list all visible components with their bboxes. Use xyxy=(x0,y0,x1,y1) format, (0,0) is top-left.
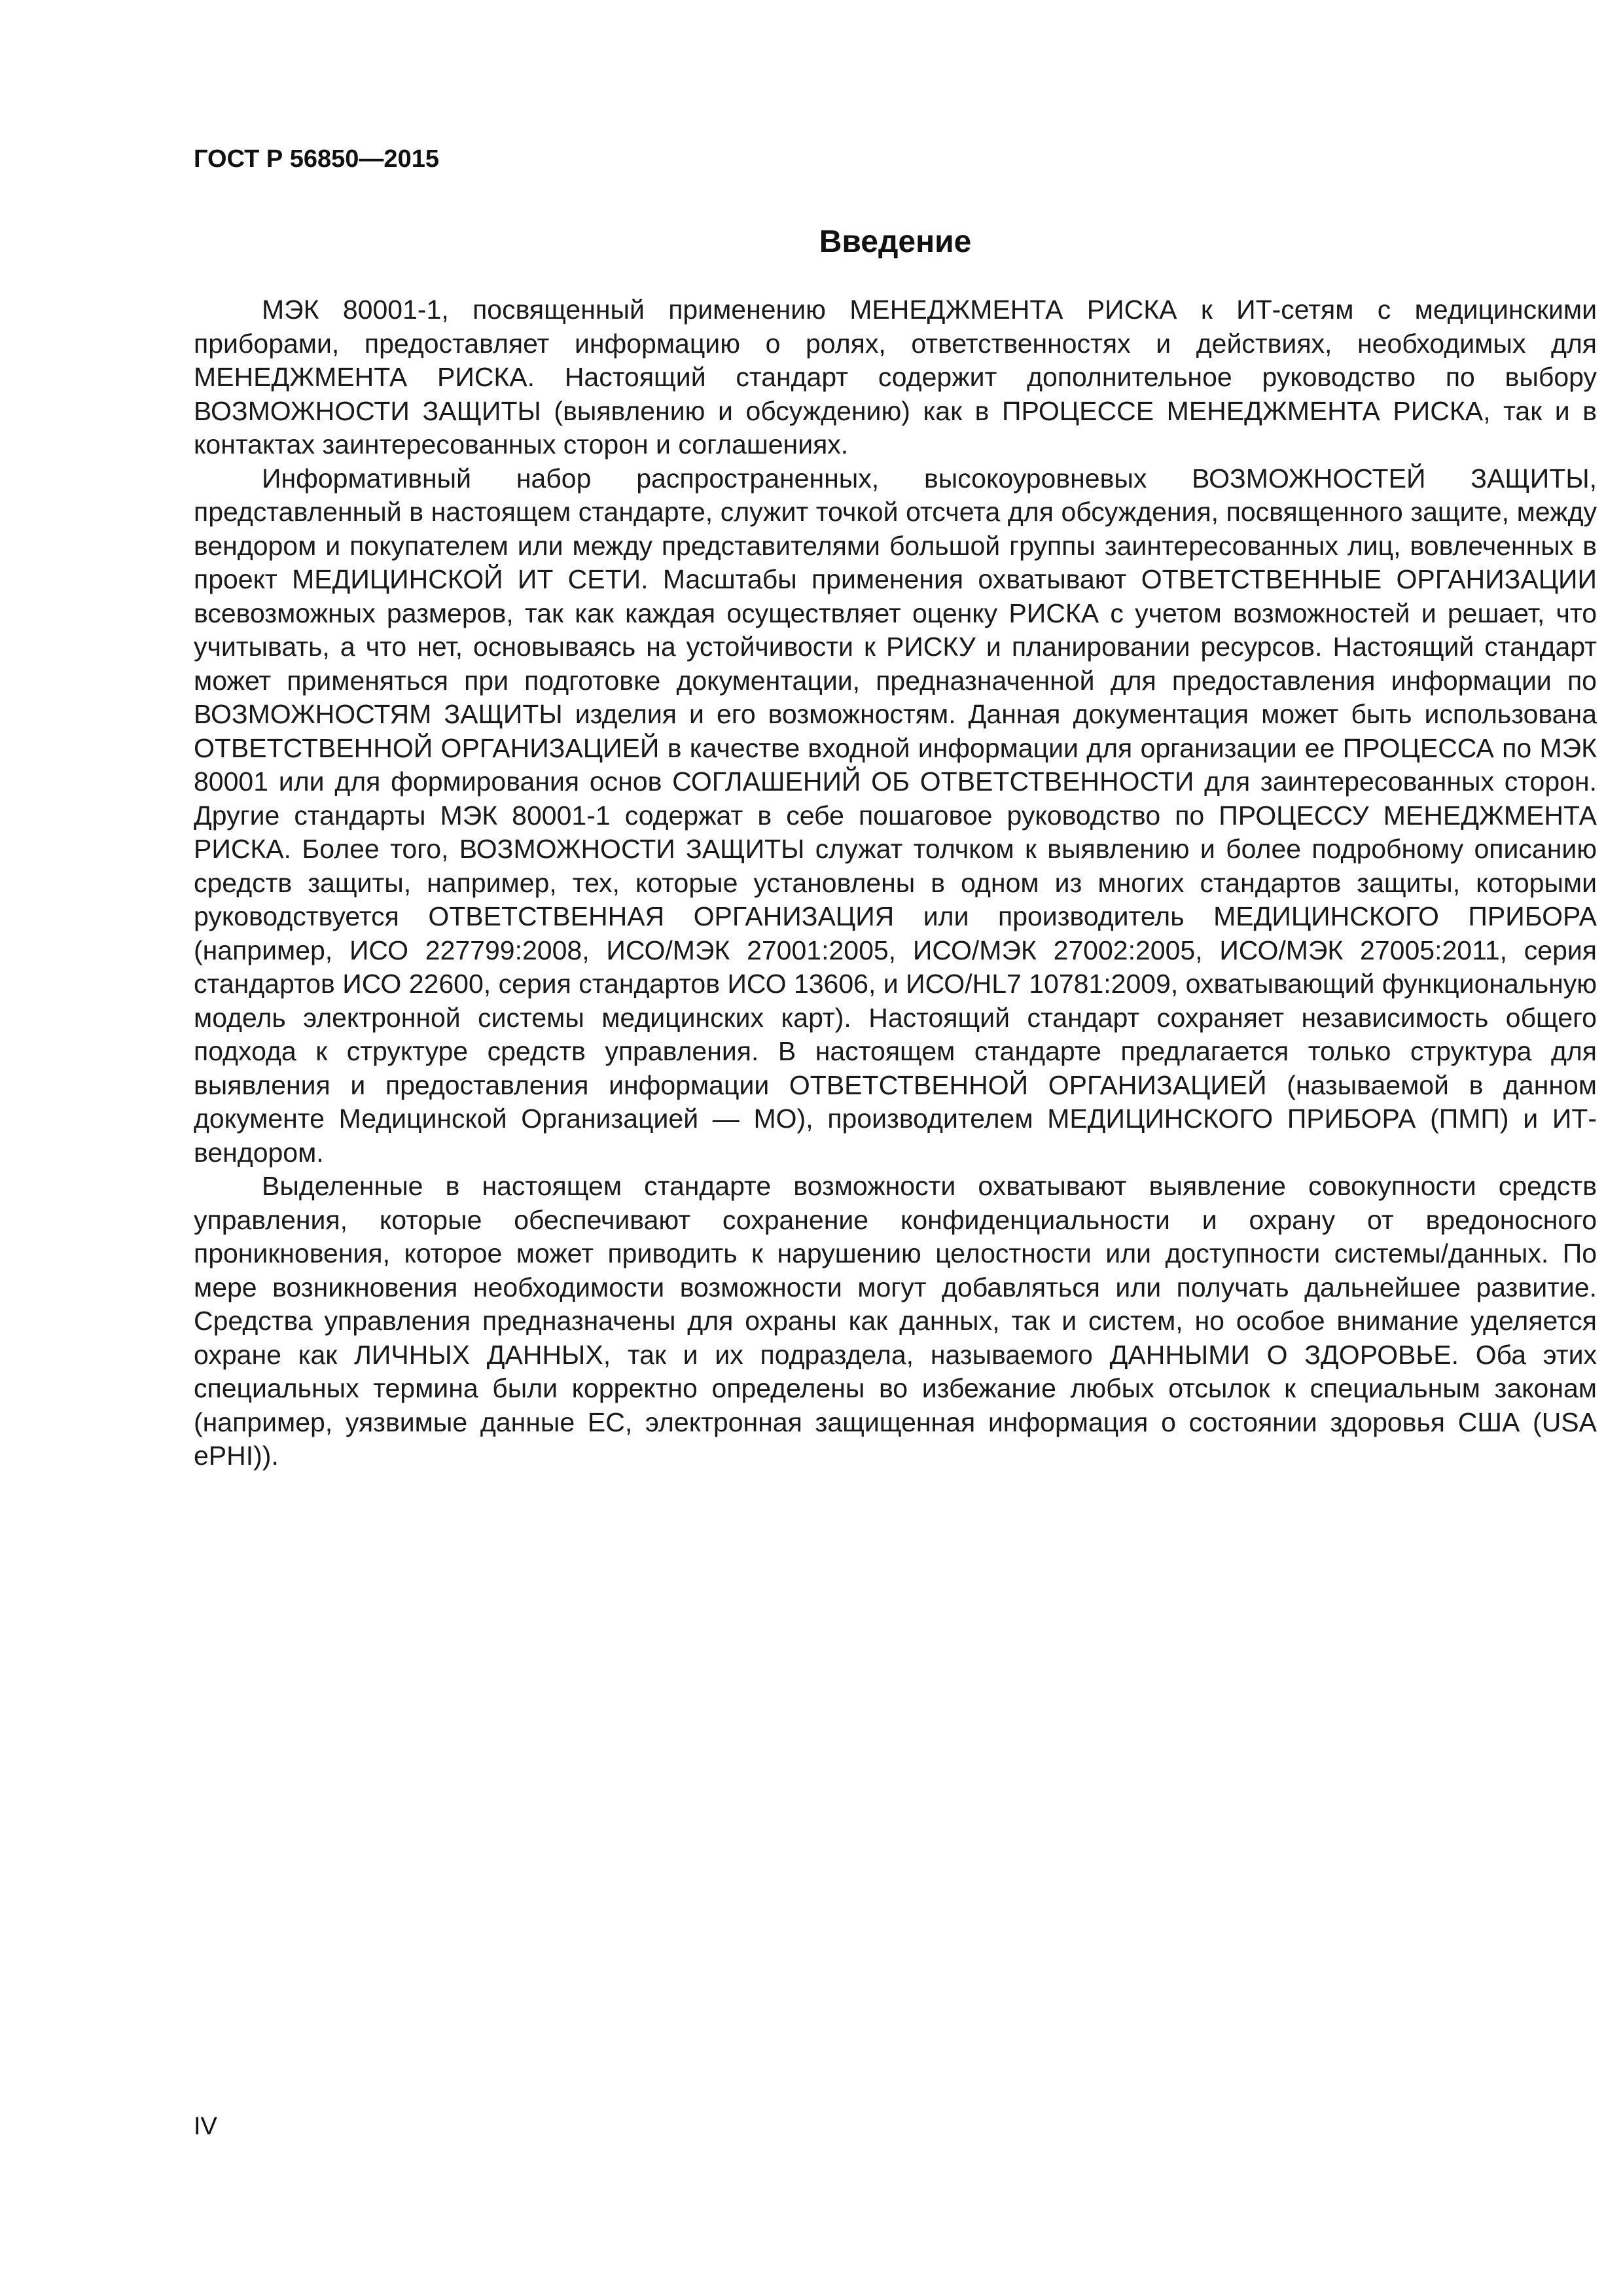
body-text xyxy=(194,293,1597,1473)
standard-code-header: ГОСТ Р 56850—2015 xyxy=(194,145,439,173)
paragraph: Информативный набор распространенных, высокоуровневых ВОЗМОЖНОСТЕЙ ЗАЩИТЫ, представленный в настоящем стандарте, служит точкой отсчета для обсуждения, посвященного защите, между вендором и покупателем или между представителями большой группы заинтересованных лиц, вовлеченных в проект МЕДИЦИНСКОЙ ИТ СЕТИ. Масштабы применения охватывают ОТВЕТСТВЕННЫЕ ОРГАНИЗАЦИИ всевозможных размеров, так как каждая осуществляет оценку РИСКА с учетом возможностей и решает, что учитывать, а что нет, основываясь на устойчивости к РИСКУ и планировании ресурсов. Настоящий стандарт может применяться при подготовке документации, предназначенной для предоставления информации по ВОЗМОЖНОСТЯМ ЗАЩИТЫ изделия и его возможностям. Данная документация может быть использована ОТВЕТСТВЕННОЙ ОРГАНИЗАЦИЕЙ в качестве входной информации для организации ее ПРОЦЕССА по МЭК 80001 или для формирования основ СОГЛАШЕНИЙ ОБ ОТВЕТСТВЕННОСТИ для заинтересованных сторон. Другие стандарты МЭК 80001-1 содержат в себе пошаговое руководство по ПРОЦЕССУ МЕНЕДЖМЕНТА РИСКА. Более того, ВОЗМОЖНОСТИ ЗАЩИТЫ служат толчком к выявлению и более подробному описанию средств защиты, например, тех, которые установлены в одном из многих стандартов защиты, которыми руководствуется ОТВЕТСТВЕННАЯ ОРГАНИЗАЦИЯ или производитель МЕДИЦИНСКОГО ПРИБОРА (например, ИСО 227799:2008, ИСО/МЭК 27001:2005, ИСО/МЭК 27002:2005, ИСО/МЭК 27005:2011, серия стандартов ИСО 22600, серия стандартов ИСО 13606, и ИСО/HL7 10781:2009, охватывающий функциональную модель электронной системы медицинских карт). Настоящий стандарт сохраняет независимость общего подхода к структуре средств управления. В настоящем стандарте предлагается только структура для выявления и предоставления информации ОТВЕТСТВЕННОЙ ОРГАНИЗАЦИЕЙ (называемой в данном документе Медицинской Организацией — МО), производителем МЕДИЦИНСКОГО ПРИБОРА (ПМП) и ИТ-вендором. xyxy=(194,463,1597,1168)
page-number: IV xyxy=(194,2113,217,2140)
section-title: Введение xyxy=(819,224,972,259)
paragraph: МЭК 80001-1, посвященный применению МЕНЕДЖМЕНТА РИСКА к ИТ-сетям с медицинскими приборами, предоставляет информацию о ролях, ответственностях и действиях, необходимых для МЕНЕДЖМЕНТА РИСКА. Настоящий стандарт содержит дополнительное руководство по выбору ВОЗМОЖНОСТИ ЗАЩИТЫ (выявлению и обсуждению) как в ПРОЦЕССЕ МЕНЕДЖМЕНТА РИСКА, так и в контактах заинтересованных сторон и соглашениях. xyxy=(194,295,1597,459)
paragraph: Выделенные в настоящем стандарте возможности охватывают выявление совокупности средств управления, которые обеспечивают сохранение конфиденциальности и охрану от вредоносного проникновения, которое может приводить к нарушению целостности или доступности системы/данных. По мере возникновения необходимости возможности могут добавляться или получать дальнейшее развитие. Средства управления предназначены для охраны как данных, так и систем, но особое внимание уделяется охране как ЛИЧНЫХ ДАННЫХ, так и их подраздела, называемого ДАННЫМИ О ЗДОРОВЬЕ. Оба этих специальных термина были корректно определены во избежание любых отсылок к специальным законам (например, уязвимые данные ЕС, электронная защищенная информация о состоянии здоровья США (USA ePHI)). xyxy=(194,1171,1597,1471)
